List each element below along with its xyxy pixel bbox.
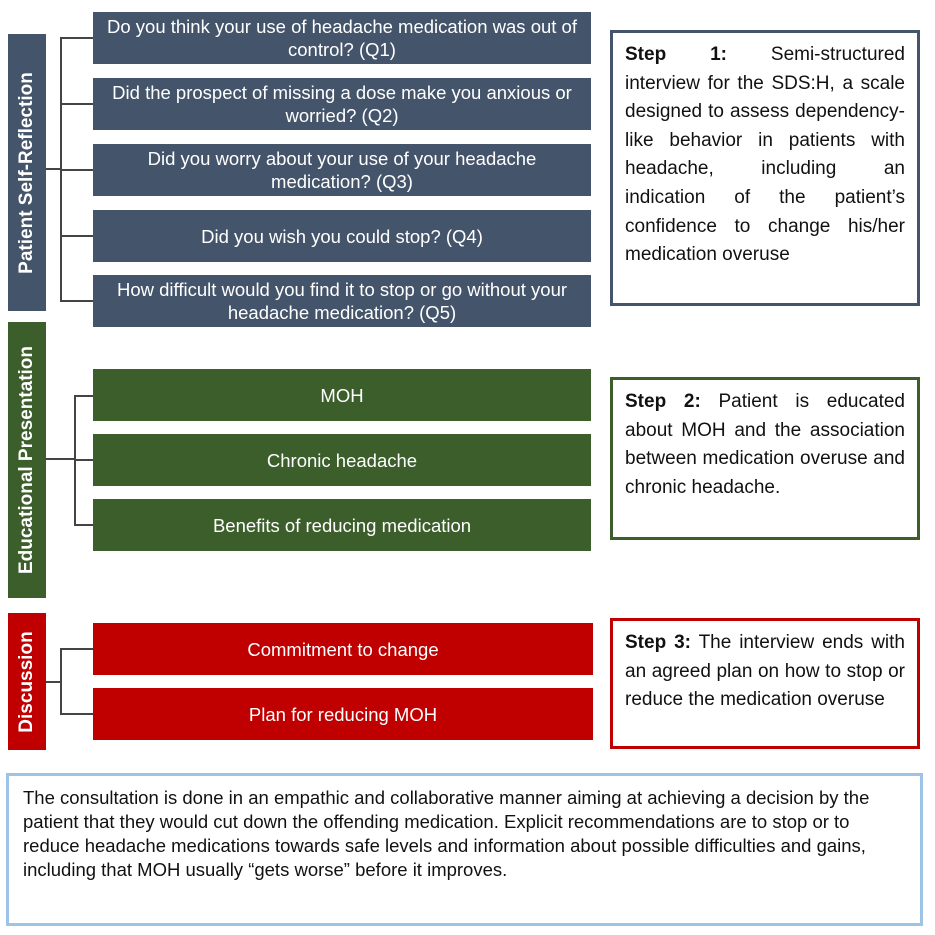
education-box-chronic-headache [93,434,591,486]
connector-branch-moh [74,395,93,397]
connector-branch-plan [60,713,93,715]
step-2-title: Step 2: [625,391,701,412]
connector-branch-q3 [60,169,93,171]
connector-horizontal-self-reflection [46,168,60,170]
question-text-q1: Do you think your use of headache medication was out of control? (Q1) [107,16,577,60]
section-label-self-reflection-text: Patient Self-Reflection [16,71,37,274]
discussion-text-plan: Plan for reducing MOH [248,703,438,725]
section-label-discussion [8,613,46,750]
discussion-text-commitment: Commitment to change [247,638,439,660]
consultation-note [6,773,923,926]
step-2-box [610,377,920,540]
question-box-q4 [93,210,591,262]
question-text-q3: Did you worry about your use of your headache medication? (Q3) [147,148,537,192]
connector-branch-commitment [60,648,93,650]
section-label-educational-text: Educational Presentation [16,345,37,575]
education-text-benefits: Benefits of reducing medication [212,514,472,536]
connector-branch-q1 [60,37,93,39]
education-box-benefits [93,499,591,551]
question-text-q4: Did you wish you could stop? (Q4) [201,225,483,247]
question-box-q5 [93,275,591,327]
question-text-q2: Did the prospect of missing a dose make you anxious or worried? (Q2) [112,82,572,126]
section-label-self-reflection [8,34,46,311]
connector-branch-chronic [74,459,93,461]
connector-horizontal-discussion [46,681,60,683]
connector-branch-q2 [60,103,93,105]
step-3-title: Step 3: [625,632,691,653]
step-2-text: Patient is educated about MOH and the association between medication overuse and chronic headache. [625,391,905,498]
step-3-box [610,618,920,749]
step-1-box [610,30,920,306]
step-3-text: The interview ends with an agreed plan on how to stop or reduce the medication overuse [625,632,905,711]
discussion-box-commitment [93,623,593,675]
connector-branch-q4 [60,235,93,237]
step-1-title: Step 1: [625,44,727,65]
question-box-q1 [93,12,591,64]
education-text-chronic-headache: Chronic headache [266,449,418,471]
education-box-moh [93,369,591,421]
education-text-moh: MOH [320,384,364,406]
connector-vertical-discussion [60,648,62,715]
connector-horizontal-educational [46,458,74,460]
section-label-discussion-text: Discussion [16,630,37,733]
question-box-q2 [93,78,591,130]
connector-branch-benefits [74,524,93,526]
connector-branch-q5 [60,300,93,302]
step-1-text: Semi-structured interview for the SDS:H, a scale designed to assess dependency-like behavior in patients with headache, including an indication of the patient’s confidence to change his/her medication overuse [625,44,905,266]
section-label-educational [8,322,46,598]
question-box-q3 [93,144,591,196]
question-text-q5: How difficult would you find it to stop or go without your headache medication? (Q5) [116,279,568,323]
discussion-box-plan [93,688,593,740]
consultation-note-text: The consultation is done in an empathic and collaborative manner aiming at achieving a decision by the patient that they would cut down the offending medication. Explicit recommendations are to stop or to reduce headache medications towards safe levels and information about possible difficulties and gains, including that MOH usually “gets worse” before it improves. [23,787,870,880]
